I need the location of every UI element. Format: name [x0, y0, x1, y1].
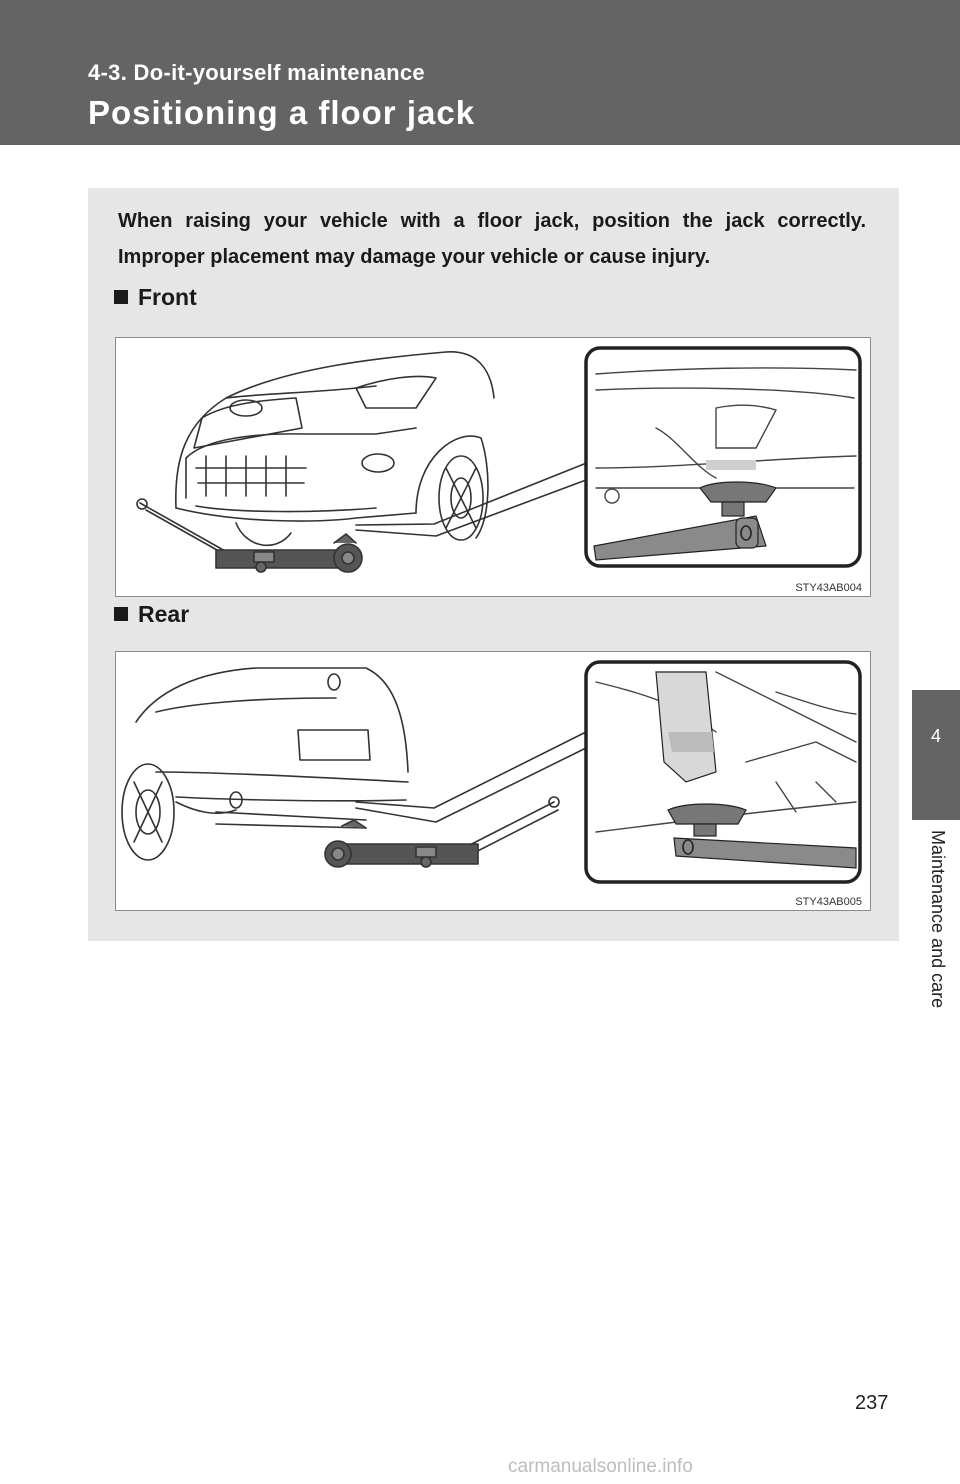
- front-jack-illustration: [115, 337, 871, 597]
- front-heading: [114, 284, 197, 311]
- page-header: [0, 0, 960, 145]
- rear-figure-code: STY43AB005: [795, 896, 862, 908]
- front-figure-code: STY43AB004: [795, 582, 862, 594]
- watermark-link[interactable]: carmanualsonline.info: [508, 1456, 693, 1477]
- front-car-drawing: [116, 338, 872, 598]
- front-heading-text: Front: [138, 284, 197, 310]
- chapter-number: 4: [930, 726, 941, 746]
- chapter-tab[interactable]: [912, 690, 960, 820]
- rear-car-drawing: [116, 652, 872, 912]
- chapter-label-text: Maintenance and care: [928, 830, 948, 1009]
- section-label: 4-3. Do-it-yourself maintenance: [88, 60, 425, 85]
- chapter-label: [912, 830, 960, 1030]
- rear-jack-illustration: [115, 651, 871, 911]
- square-bullet-icon: [114, 607, 128, 621]
- rear-heading: [114, 601, 189, 628]
- intro-text: When raising your vehicle with a floor jack, position the jack correctly. Improper placement may damage your vehicle or cause injury.: [118, 210, 866, 268]
- square-bullet-icon: [114, 290, 128, 304]
- page-title: Positioning a floor jack: [88, 94, 476, 131]
- rear-heading-text: Rear: [138, 601, 190, 627]
- page-number: 237: [855, 1392, 889, 1414]
